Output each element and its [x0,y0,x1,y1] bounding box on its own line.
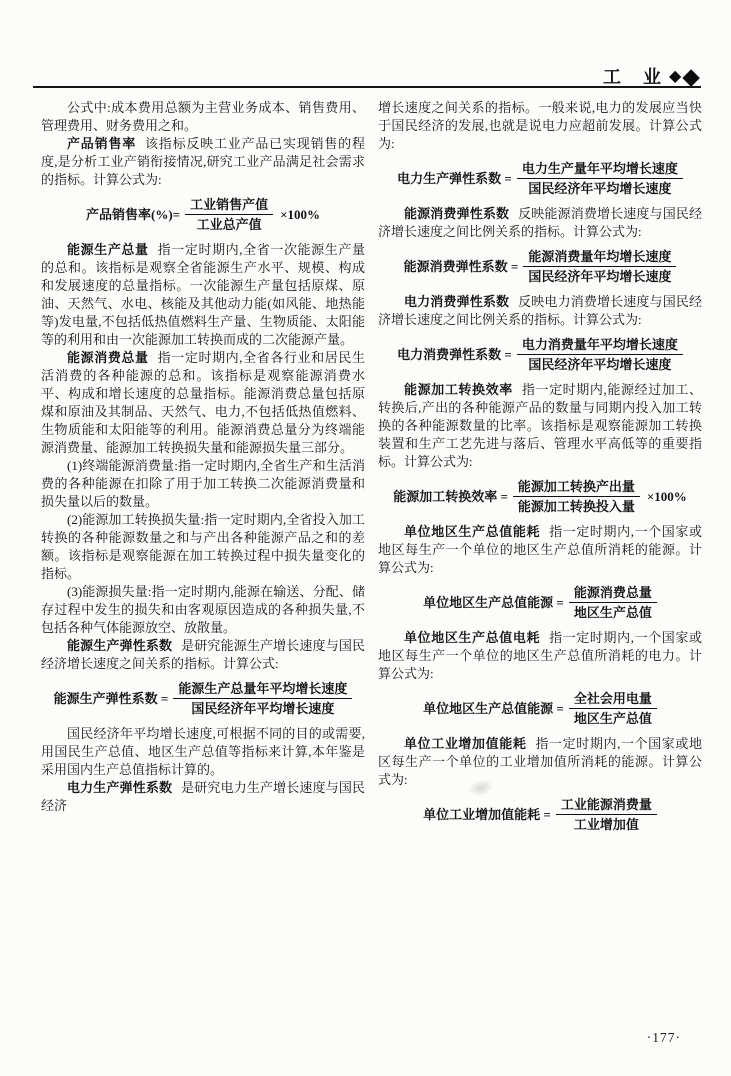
paragraph-text: 公式中:成本费用总额为主营业务成本、销售费用、管理费用、财务费用之和。 [41,100,365,133]
formula [378,796,702,833]
paragraph-text: 反映电力消费增长速度与国民经济增长速度之间比例关系的指标。计算公式为: [378,294,702,327]
paragraph [41,457,365,511]
term-label: 电力生产弹性系数 [67,780,173,795]
paragraph-text: 指一定时期内,一个国家或地区每生产一个单位的工业增加值所消耗的能源。计算公式为: [378,736,702,787]
fraction-numerator: 能源消费总量 [569,584,657,603]
paragraph [41,511,365,583]
formula-lhs: 产品销售率(%)= [85,206,181,222]
formula-lhs: 能源加工转换效率 = [393,488,508,504]
term-label: 能源消费总量 [67,350,149,365]
formula [378,584,702,621]
fraction-numerator: 电力生产量年平均增长速度 [517,160,683,179]
fraction-denominator: 国民经济年平均增长速度 [528,357,672,372]
paragraph [41,241,365,349]
content-columns [41,99,702,841]
paragraph-text: 是研究电力生产增长速度与国民经济 [41,780,365,813]
term-label: 单位地区生产总值能耗 [404,524,541,539]
paragraph [378,629,702,683]
fraction-numerator: 全社会用电量 [569,690,657,709]
fraction [569,584,657,621]
paragraph [41,637,365,673]
paragraph-text: 是研究能源生产增长速度与国民经济增长速度之间关系的指标。计算公式: [41,638,365,671]
fraction [517,336,683,373]
fraction [556,796,657,833]
fraction-denominator: 国民经济年平均增长速度 [528,269,672,284]
fraction [513,478,640,515]
formula-suffix: ×100% [280,206,320,222]
paragraph-text: 增长速度之间关系的指标。一般来说,电力的发展应当快于国民经济的发展,也就是说电力应超前发展。计算公式为: [378,100,702,151]
paragraph [378,381,702,471]
term-label: 电力消费弹性系数 [404,294,510,309]
formula [41,680,365,717]
page-header [603,62,700,88]
fraction-numerator: 能源生产总量年平均增长速度 [173,680,352,699]
paragraph [41,725,365,779]
formula-lhs: 单位地区生产总值能源 = [423,700,564,716]
fraction-numerator: 能源加工转换产出量 [513,478,640,497]
fraction-denominator: 能源加工转换投入量 [517,499,635,514]
term-label: 单位工业增加值能耗 [404,736,527,751]
paragraph [41,99,365,135]
formula-lhs: 能源生产弹性系数 = [53,690,169,706]
paragraph-text: 指一定时期内,能源经过加工、转换后,产出的各种能源产品的数量与同期内投入加工转换的各种能源数量的比率。该指标是观察能源加工转换装置和生产工艺先进与落后、管理水平高低等的重要指标。计算公式为: [378,382,702,469]
fraction [185,196,273,233]
fraction-numerator: 能源消费量年均增长速度 [523,248,676,267]
paragraph-text: (3)能源损失量:指一定时期内,能源在输送、分配、储存过程中发生的损失和由客观原因造成的各种损失量,不包括各种气体能源放空、放散量。 [41,584,365,635]
formula [378,336,702,373]
term-label: 能源生产总量 [67,242,149,257]
formula-lhs: 能源消费弹性系数 = [403,258,519,274]
column-left [41,99,365,841]
fraction-numerator: 工业能源消费量 [556,796,657,815]
paragraph [378,99,702,153]
section-title: 工 业 [602,67,663,87]
fraction-denominator: 国民经济年平均增长速度 [528,181,672,196]
paragraph-text: 指一定时期内,全省各行业和居民生活消费的各种能源的总和。该指标是观察能源消费水平、构成和增长速度的总量指标。能源消费总量包括原煤和原油及其制品、天然气、电力,不包括低热值燃料、生物质能和太阳能等的利用。能源消费总量分为终端能源消费量、能源加工转换损失量和能源损失量三部分。 [41,350,365,455]
formula [41,196,365,233]
header-rule [33,86,701,88]
term-label: 能源加工转换效率 [404,382,513,397]
term-label: 产品销售率 [67,136,136,151]
fraction-numerator: 电力消费量年平均增长速度 [517,336,683,355]
paragraph-text: 国民经济年平均增长速度,可根据不同的目的或需要,用国民生产总值、地区生产总值等指标来计算,本年鉴是采用国内生产总值指标计算的。 [41,726,365,777]
term-label: 单位地区生产总值电耗 [404,630,541,645]
page-footer [647,1030,681,1046]
fraction [569,690,657,727]
diamond-icon: ◆ [668,68,682,85]
formula [378,248,702,285]
formula-lhs: 单位地区生产总值能源 = [423,594,564,610]
paragraph [378,205,702,241]
formula [378,690,702,727]
fraction [523,248,676,285]
paragraph [378,735,702,789]
term-label: 能源消费弹性系数 [404,206,510,221]
paragraph [378,523,702,577]
paragraph [41,135,365,189]
fraction [517,160,683,197]
formula-lhs: 电力消费弹性系数 = [397,346,512,362]
paragraph-text: (2)能源加工转换损失量:指一定时期内,全省投入加工转换的各种能源数量之和与产出各种能源产品之和的差额。该指标是观察能源在加工转换过程中损失量变化的指标。 [41,512,365,581]
fraction-denominator: 地区生产总值 [573,711,652,726]
paragraph [41,583,365,637]
paragraph-text: 该指标反映工业产品已实现销售的程度,是分析工业产销衔接情况,研究工业产品满足社会需求的指标。计算公式为: [41,136,365,187]
term-label: 能源生产弹性系数 [67,638,173,653]
fraction-numerator: 工业销售产值 [185,196,273,215]
paragraph-text: 反映能源消费增长速度与国民经济增长速度之间比例关系的指标。计算公式为: [378,206,702,239]
fraction-denominator: 工业总产值 [196,217,262,232]
diamond-icon: ◆ [682,64,700,89]
paragraph [378,293,702,329]
paragraph [41,349,365,457]
formula [378,478,702,515]
fraction-denominator: 国民经济年平均增长速度 [191,701,335,716]
page-number: ·177· [646,1030,681,1045]
paragraph-text: 指一定时期内,全省一次能源生产量的总和。该指标是观察全省能源生产水平、规模、构成和发展速度的总量指标。一次能源生产量包括原煤、原油、天然气、水电、核能及其他动力能(如风能、地热能等)发电量,不包括低热值燃料生产量、生物质能、太阳能等的利用和由一次能源加工转换而成的二次能源产量。 [41,242,365,347]
formula-lhs: 电力生产弹性系数 = [397,170,512,186]
column-right [378,99,702,841]
fraction-denominator: 地区生产总值 [573,605,652,620]
paragraph-text: (1)终端能源消费量:指一定时期内,全省生产和生活消费的各种能源在扣除了用于加工转换二次能源消费量和损失量以后的数量。 [41,458,365,509]
formula [378,160,702,197]
formula-lhs: 单位工业增加值能耗 = [423,806,551,822]
formula-suffix: ×100% [646,488,687,504]
fraction-denominator: 工业增加值 [573,817,639,832]
paragraph-text: 指一定时期内,一个国家或地区每生产一个单位的地区生产总值所消耗的能源。计算公式为: [378,524,702,575]
paragraph-text: 指一定时期内,一个国家或地区每生产一个单位的地区生产总值所消耗的电力。计算公式为: [378,630,702,681]
fraction [173,680,352,717]
paragraph [41,779,365,815]
